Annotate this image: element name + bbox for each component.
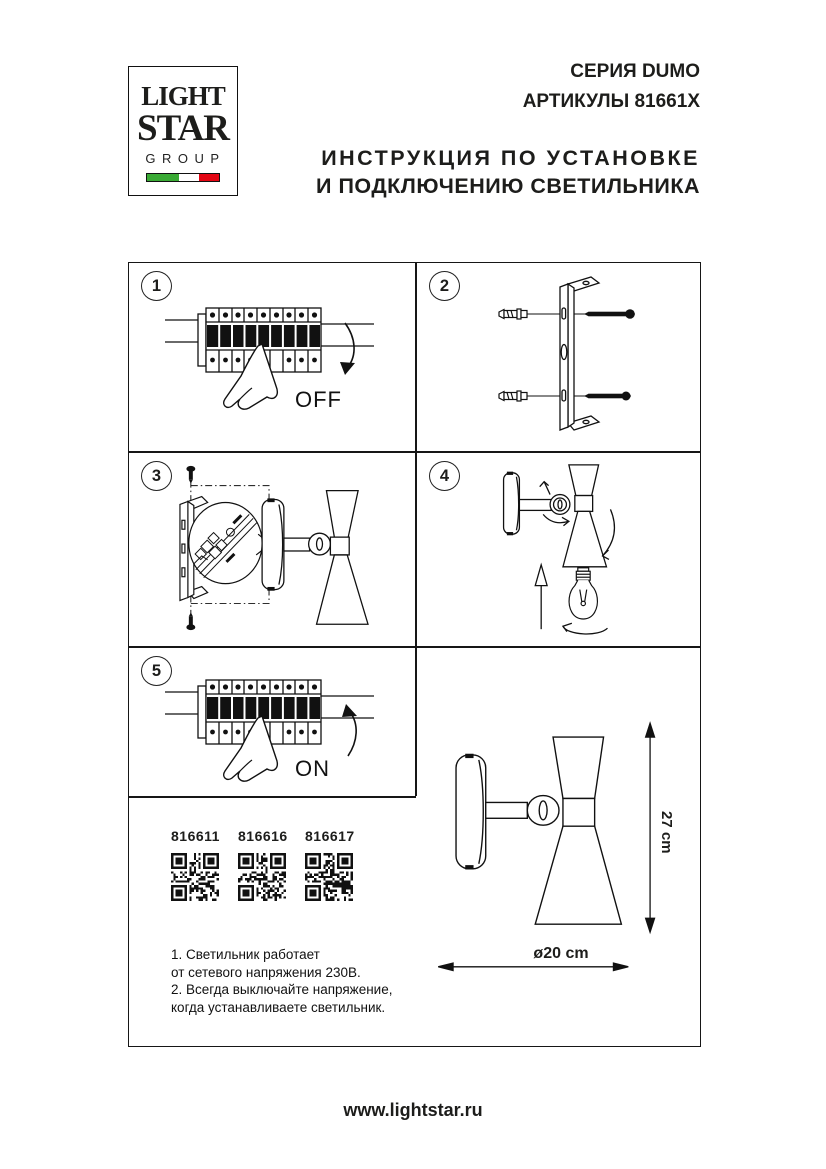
step-3-cell <box>129 453 415 646</box>
instruction-title-line2: И ПОДКЛЮЧЕНИЮ СВЕТИЛЬНИКА <box>316 174 700 198</box>
wall-anchor-bottom <box>499 391 527 401</box>
flag-red-segment <box>199 174 219 181</box>
logo-word-star: STAR <box>137 108 229 149</box>
qr-label: 816616 <box>238 828 288 844</box>
logo-word-group: GROUP <box>145 151 226 166</box>
lamp-arm <box>519 500 551 511</box>
lightstar-logo <box>128 66 238 196</box>
lamp-canopy <box>504 472 520 534</box>
step-4-cell <box>417 453 700 646</box>
screw-top <box>584 309 635 319</box>
fixing-screw-bottom <box>186 612 195 630</box>
light-bulb <box>569 568 597 619</box>
lamp-shade <box>535 737 621 924</box>
articles-title: АРТИКУЛЫ 81661X <box>522 91 700 112</box>
note-line: 2. Всегда выключайте напряжение, <box>171 982 393 997</box>
qr-label: 816617 <box>305 828 355 844</box>
qr-label: 816611 <box>171 828 220 844</box>
fixing-screw-top <box>186 466 195 484</box>
adjust-bulb-illustration <box>417 453 700 646</box>
lamp-arm <box>284 538 310 551</box>
breaker-with-hand <box>165 308 374 409</box>
on-label: ON <box>295 756 330 781</box>
lamp-shade <box>563 465 607 567</box>
adjustment-knob <box>527 796 559 826</box>
adjustment-knob <box>550 495 570 515</box>
step-5-cell <box>129 648 415 796</box>
step-3-number-badge: 3 <box>141 461 172 491</box>
step-5-number-badge: 5 <box>141 656 172 686</box>
insert-arrow-up <box>535 565 547 629</box>
height-dimension-label: 27 cm <box>658 811 675 854</box>
note-line: когда устанавливаете светильник. <box>171 999 386 1015</box>
breaker-off-illustration <box>129 263 415 451</box>
step-1-number-badge: 1 <box>141 271 172 301</box>
arrow-down-icon <box>340 323 355 375</box>
wiring-illustration <box>129 453 415 646</box>
flag-green-segment <box>147 174 179 181</box>
logo-word-light: LIGHT <box>141 81 225 111</box>
off-label: OFF <box>295 387 342 412</box>
adjustment-knob <box>309 533 331 555</box>
instructions-grid <box>128 262 701 1047</box>
step-4-number-badge: 4 <box>429 461 460 491</box>
flag-white-segment <box>179 174 198 181</box>
step-2-number-badge: 2 <box>429 271 460 301</box>
safety-notes <box>171 946 392 1016</box>
diameter-dimension-line <box>438 963 628 971</box>
arrow-up-icon <box>342 704 357 756</box>
note-line: 1. Светильник работает <box>171 947 320 962</box>
mounting-bracket <box>560 277 599 430</box>
footer-url: www.lightstar.ru <box>343 1100 483 1120</box>
step-2-cell <box>417 263 700 451</box>
note-line: от сетевого напряжения 230В. <box>171 964 361 980</box>
series-title: СЕРИЯ DUMO <box>570 61 700 82</box>
qr-code <box>171 853 219 901</box>
breaker-with-hand <box>165 680 374 781</box>
instruction-title-line1: ИНСТРУКЦИЯ ПО УСТАНОВКЕ <box>321 146 700 170</box>
bracket-mounting-illustration <box>417 263 700 451</box>
lamp-dimensions-cell <box>417 648 700 1046</box>
height-dimension-line <box>646 723 655 932</box>
qr-section <box>129 798 415 1046</box>
qr-code <box>238 853 286 901</box>
lamp-canopy <box>456 754 486 868</box>
step-1-cell <box>129 263 415 451</box>
lamp-arm <box>486 802 528 818</box>
italian-flag-bar <box>146 173 220 182</box>
lamp-canopy <box>262 499 284 590</box>
diameter-dimension-label: ø20 cm <box>533 945 589 962</box>
lamp-shade <box>317 491 368 625</box>
screw-in-arrow <box>563 623 608 634</box>
wall-anchor-top <box>499 309 527 319</box>
qr-code <box>305 853 353 901</box>
screw-bottom <box>584 392 631 401</box>
